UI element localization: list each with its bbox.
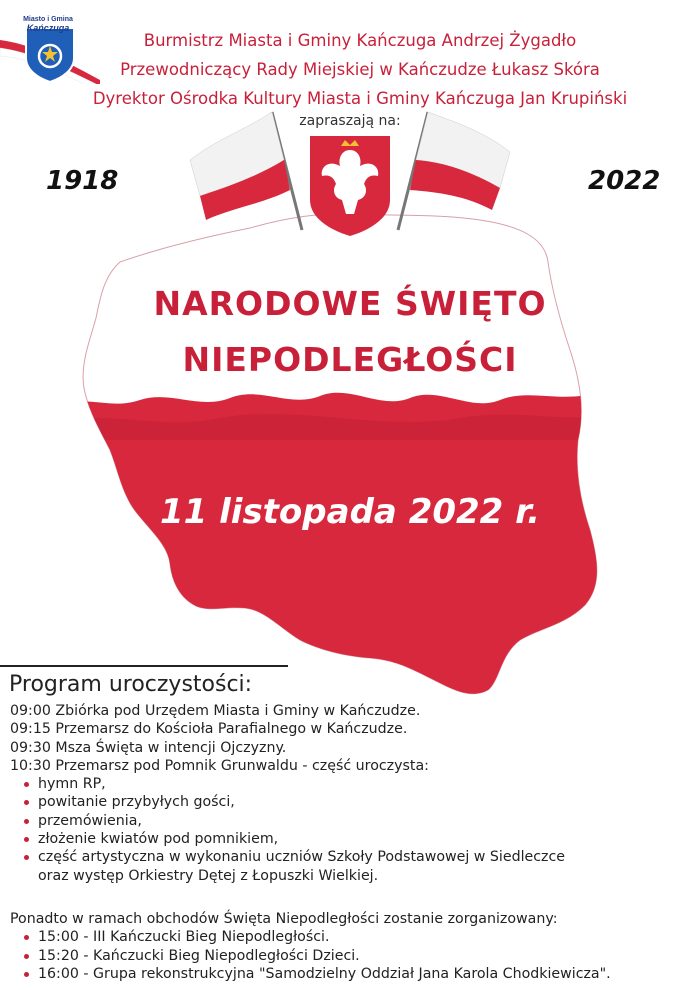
program-item: 09:00 Zbiórka pod Urzędem Miasta i Gminy w Kańczudze. xyxy=(10,703,421,719)
ceremony-bullet-continuation: oraz występ Orkiestry Dętej z Łopuszki Wielkiej. xyxy=(38,867,379,884)
extra-event-item: 15:00 - III Kańczucki Bieg Niepodległości. xyxy=(24,928,690,946)
right-flag-icon xyxy=(398,112,510,230)
polish-eagle-emblem-icon xyxy=(310,136,390,236)
title-line-1: NARODOWE ŚWIĘTO xyxy=(153,284,547,323)
logo-label-line1: Miasto i Gmina xyxy=(23,16,73,23)
program-item: 09:30 Msza Święta w intencji Ojczyzny. xyxy=(10,739,287,756)
ceremony-bullet: złożenie kwiatów pod pomnikiem, xyxy=(24,830,690,848)
event-date: 11 listopada 2022 r. xyxy=(159,492,540,532)
program-heading: Program uroczystości: xyxy=(9,672,253,697)
extra-event-item: 16:00 - Grupa rekonstrukcyjna "Samodzielny Oddział Jana Karola Chodkiewicza". xyxy=(24,965,690,983)
organizer-council-chair: Przewodniczący Rady Miejskiej w Kańczudze Łukasz Skóra xyxy=(120,60,600,79)
logo-label-line2: Kańczuga xyxy=(26,23,70,33)
invite-text: zapraszają na: xyxy=(299,113,401,129)
title-line-2: NIEPODLEGŁOŚCI xyxy=(182,340,518,379)
year-end: 2022 xyxy=(588,166,661,196)
extra-events-intro: Ponadto w ramach obchodów Święta Niepodległości zostanie zorganizowany: xyxy=(10,911,558,927)
program-item: 09:15 Przemarsz do Kościoła Parafialnego w Kańczudze. xyxy=(10,721,408,738)
left-flag-icon xyxy=(190,112,302,230)
logo-label xyxy=(18,16,78,32)
ceremony-bullet: powitanie przybyłych gości, xyxy=(24,793,690,811)
organizer-culture-director: Dyrektor Ośrodka Kultury Miasta i Gminy Kańczuga Jan Krupiński xyxy=(92,89,628,108)
extra-events xyxy=(10,910,690,983)
program-item: 10:30 Przemarsz pod Pomnik Grunwaldu - część uroczysta: xyxy=(10,757,429,774)
ceremony-bullet: część artystyczna w wykonaniu uczniów Szkoły Podstawowej w Siedleczce xyxy=(24,848,690,866)
ceremony-bullet: przemówienia, xyxy=(24,812,690,830)
organizer-mayor: Burmistrz Miasta i Gminy Kańczuga Andrzej Żygadło xyxy=(143,31,577,50)
extra-events-list xyxy=(24,928,690,983)
program-divider xyxy=(0,665,288,667)
extra-event-item: 15:20 - Kańczucki Bieg Niepodległości Dzieci. xyxy=(24,947,690,965)
organizers-block xyxy=(80,26,640,113)
ceremony-bullets xyxy=(24,775,690,866)
year-start: 1918 xyxy=(46,166,119,196)
program-list xyxy=(10,702,690,885)
ceremony-bullet: hymn RP, xyxy=(24,775,690,793)
